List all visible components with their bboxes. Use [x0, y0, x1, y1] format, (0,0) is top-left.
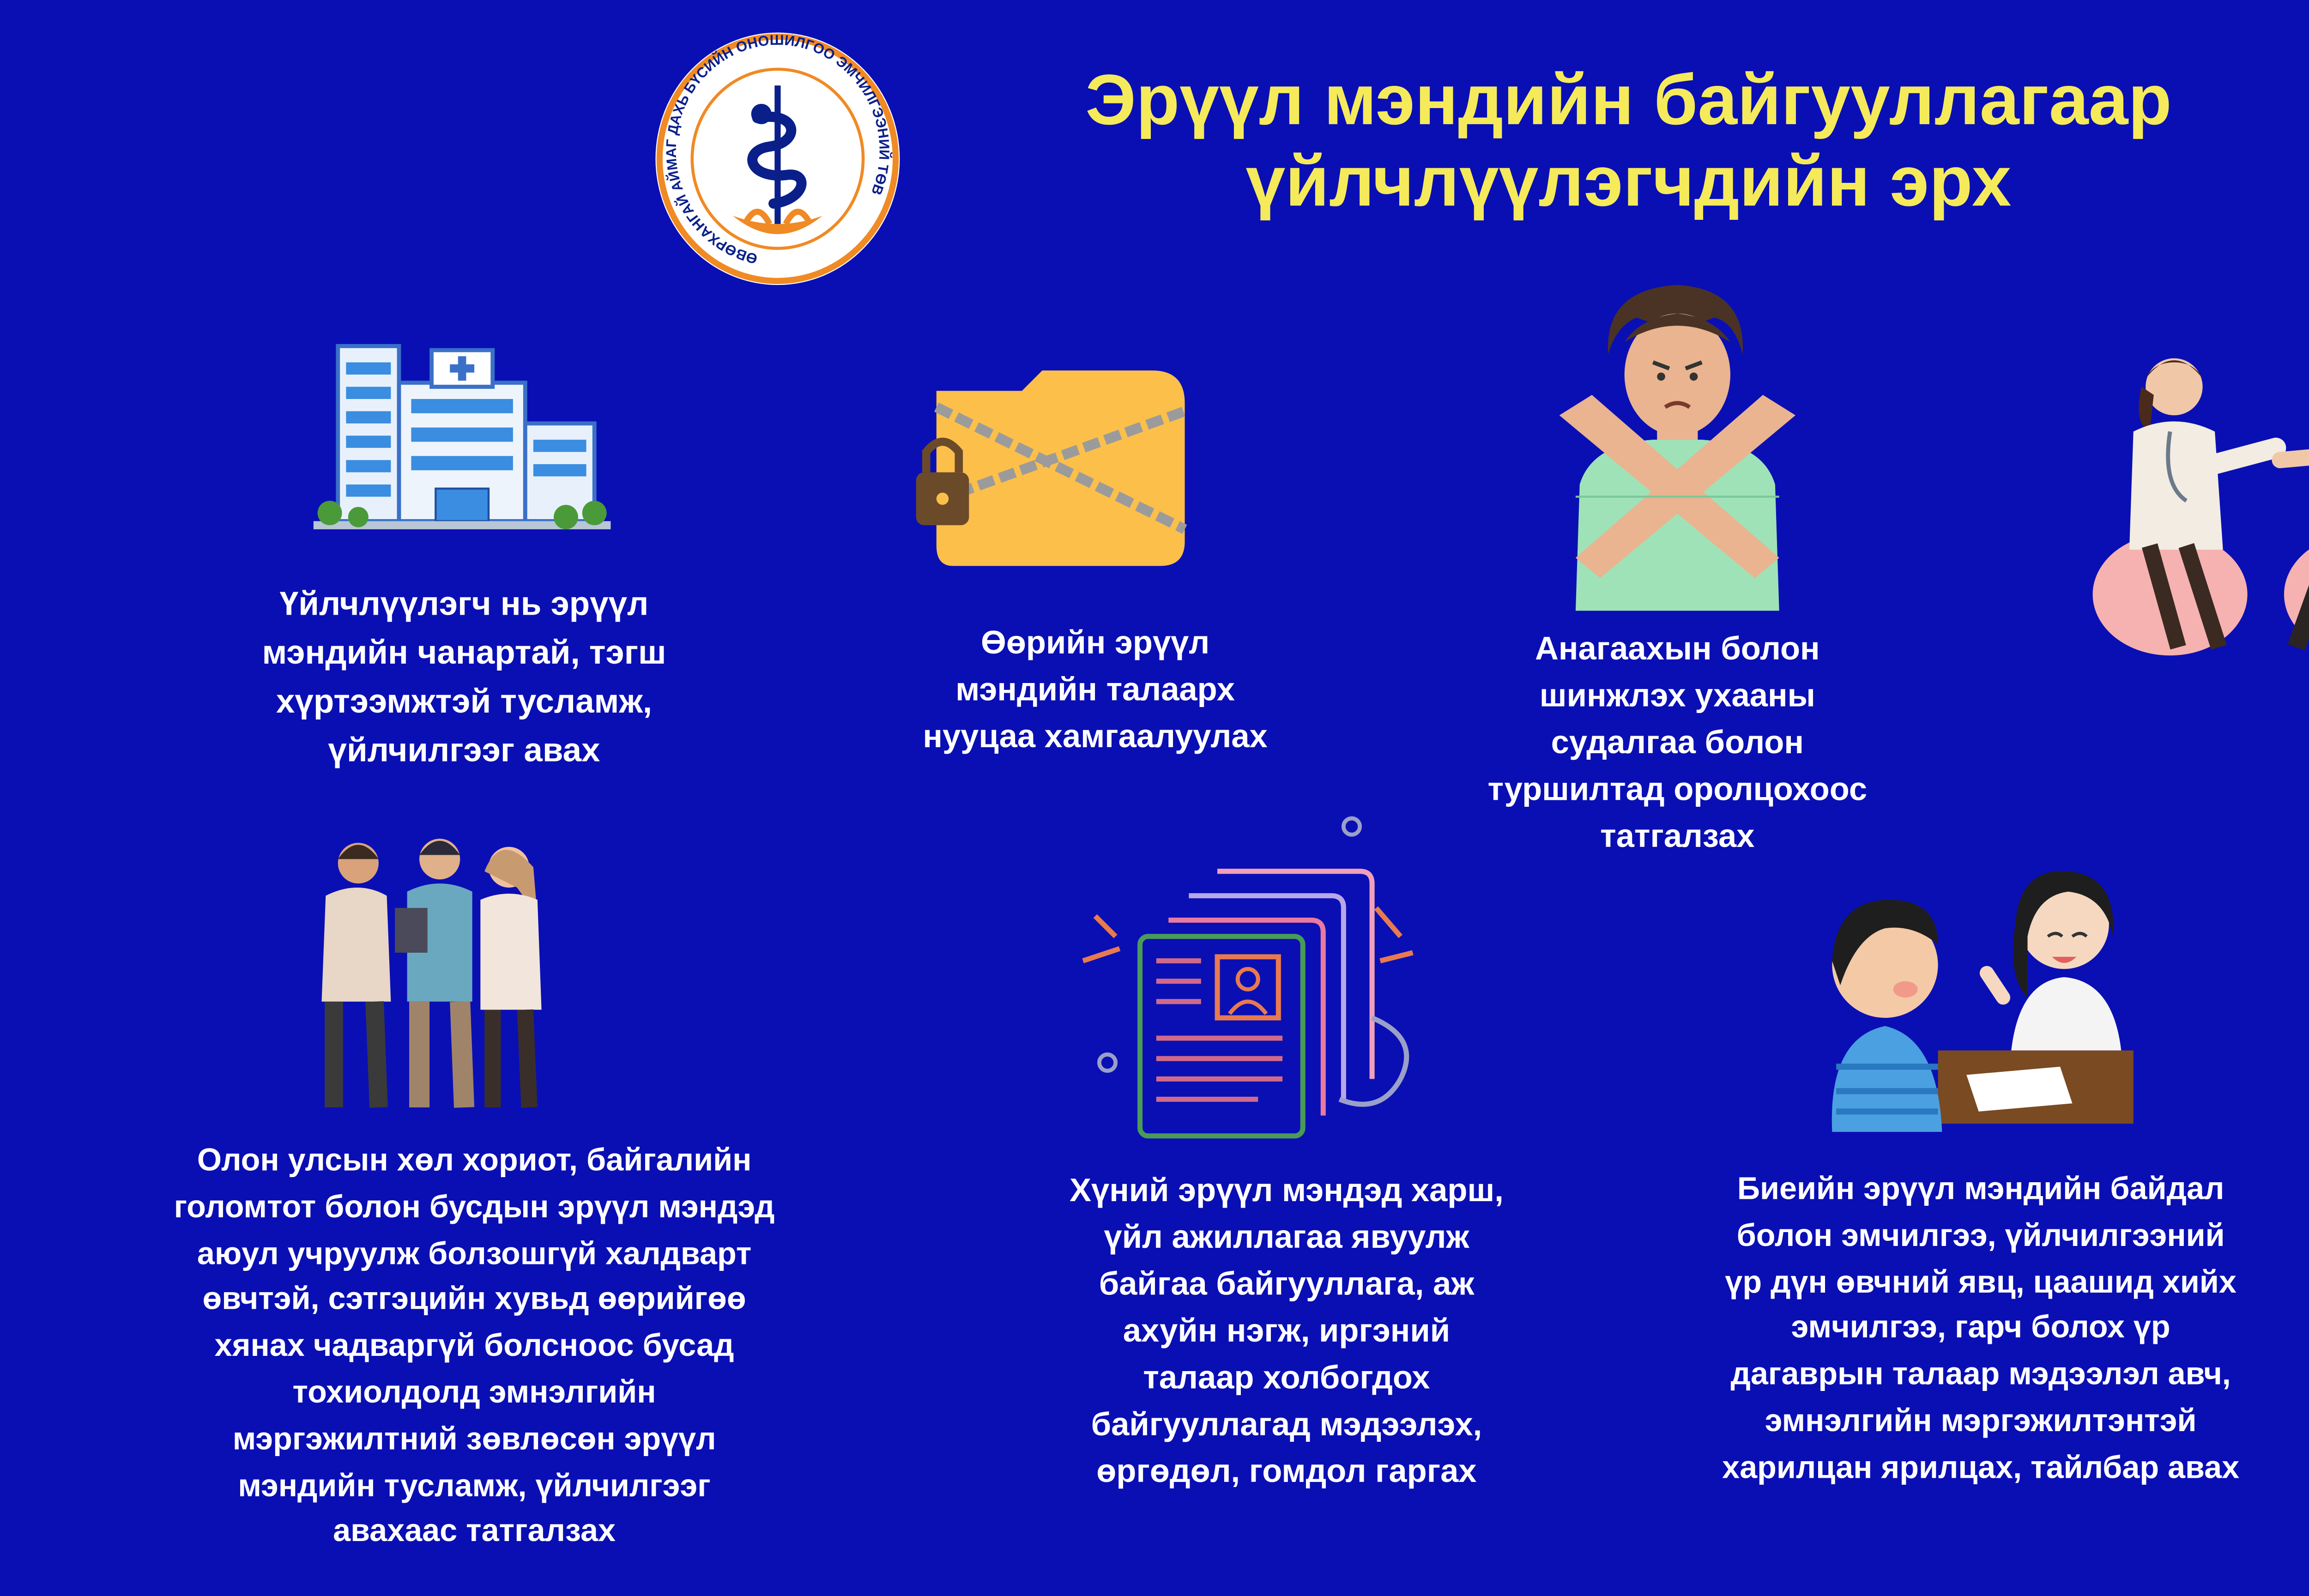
right-6-line-7: өргөдөл, гомдол гаргах: [1096, 1455, 1477, 1490]
right-text-2: [851, 621, 1340, 761]
right-6-line-5: талаар холбогдох: [1143, 1362, 1430, 1396]
right-2-line-1: Өөрийн эрүүл: [980, 627, 1210, 662]
right-text-1: [183, 580, 745, 775]
right-text-7: [1653, 1168, 2308, 1493]
title-line-1: Эрүүл мэндийн байгууллагаар: [1085, 61, 2172, 141]
right-6-line-1: Хүний эрүүл мэндэд харш,: [1069, 1174, 1504, 1209]
right-3-line-3: судалгаа болон: [1551, 726, 1804, 762]
person-crossed-arms-icon: [1551, 273, 1804, 611]
right-5-line-7: мэргэжилтний зөвлөсөн эрүүл: [232, 1422, 716, 1457]
right-7-line-1: Биеийн эрүүл мэндийн байдал: [1737, 1173, 2224, 1208]
right-3-line-1: Анагаахын болон: [1535, 633, 1820, 668]
right-7-line-2: болон эмчилгээ, үйлчилгээний: [1736, 1219, 2225, 1254]
right-1-line-3: хүртээмжтэй тусламж,: [276, 684, 653, 721]
documents-icon: [1075, 814, 1433, 1148]
right-text-3: [1429, 627, 1926, 861]
right-1-line-4: үйлчилгээг авах: [328, 732, 600, 770]
right-7-line-6: эмнэлгийн мэргэжилтэнтэй: [1765, 1404, 2197, 1439]
right-3-line-2: шинжлэх ухааны: [1539, 680, 1815, 715]
doctor-patient-talk-icon: [2089, 342, 2309, 680]
right-3-line-4: туршилтад оролцохоос: [1487, 774, 1868, 809]
right-2-line-3: нууцаа хамгаалуулах: [923, 720, 1268, 756]
right-7-line-4: эмчилгээ, гарч болох үр: [1791, 1312, 2170, 1347]
right-1-line-1: Үйлчлүүлэгч нь эрүүл: [279, 586, 649, 623]
right-3-line-5: татгалзах: [1600, 820, 1755, 855]
right-6-line-4: ахуйн нэгж, иргэний: [1123, 1315, 1451, 1350]
right-5-line-4: өвчтэй, сэтгэцийн хувьд өөрийгөө: [202, 1283, 746, 1318]
right-6-line-6: байгууллагад мэдээлэх,: [1091, 1409, 1482, 1444]
right-text-5: [98, 1140, 851, 1558]
locked-folder-icon: [908, 358, 1193, 574]
right-7-line-5: дагаврын талаар мэдээлэл авч,: [1730, 1358, 2231, 1393]
hospital-building-icon: [309, 326, 615, 550]
right-5-line-8: мэндийн тусламж, үйлчилгээг: [238, 1469, 711, 1504]
right-text-6: [997, 1168, 1576, 1496]
right-5-line-6: тохиолдолд эмнэлгийн: [292, 1376, 656, 1411]
right-2-line-2: мэндийн талаарх: [955, 674, 1235, 709]
right-5-line-9: авахаас татгалзах: [333, 1515, 616, 1550]
right-1-line-2: мэндийн чанартай, тэгш: [262, 635, 666, 672]
doctor-child-consultation-icon: [1824, 855, 2138, 1132]
right-6-line-2: үйл ажиллагаа явуулж: [1104, 1221, 1469, 1256]
right-5-line-1: Олон улсын хөл хориот, байгалийн: [197, 1144, 752, 1179]
logo-ring-text: ӨВӨРХАНГАЙ АЙМАГ ДАХЬ БҮСИЙН ОНОШИЛГОО ЭМЧИЛГЭЭНИЙ ТӨВ: [663, 31, 893, 267]
right-5-line-3: аюул учруулж болзошгүй халдварт: [197, 1237, 752, 1272]
people-consulting-icon: [305, 827, 554, 1120]
right-6-line-3: байгаа байгууллага, аж: [1099, 1268, 1475, 1303]
right-5-line-2: голомтот болон бусдын эрүүл мэндэд: [174, 1190, 775, 1225]
right-7-line-7: харилцан ярилцах, тайлбар авах: [1722, 1451, 2240, 1486]
right-5-line-5: хянах чадваргүй болсноос бусад: [214, 1330, 734, 1365]
right-7-line-3: үр дүн өвчний явц, цаашид хийх: [1725, 1265, 2236, 1300]
page-title: [855, 61, 2309, 224]
title-line-2: үйлчлүүлэгчдийн эрх: [1245, 142, 2012, 222]
